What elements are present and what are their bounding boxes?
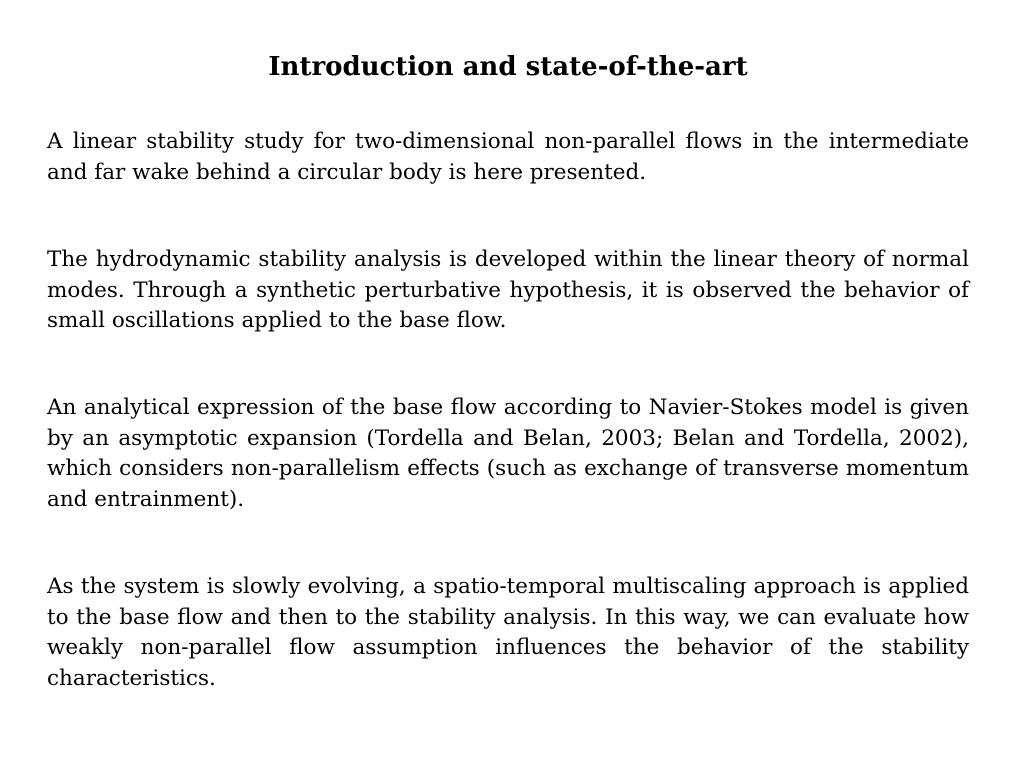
slide — [47, 0, 969, 768]
paragraph-stability-analysis: The hydrodynamic stability analysis is developed within the linear theory of normal modes. Through a synthetic perturbative hypothesis, it is observed the behavior of small oscillations applied to the base flow. — [47, 247, 969, 333]
paragraph-base-flow: An analytical expression of the base flow according to Navier-Stokes model is given by an asymptotic expansion (Tordella and Belan, 2003; Belan and Tordella, 2002), which considers non-parallelism effects (such as exchange of transverse momentum and entrainment). — [47, 395, 969, 512]
paragraph-intro: A linear stability study for two-dimensional non-parallel flows in the intermediate and far wake behind a circular body is here presented. — [47, 129, 969, 185]
slide-title: Introduction and state-of-the-art — [268, 52, 748, 82]
paragraph-multiscaling: As the system is slowly evolving, a spatio-temporal multiscaling approach is applied to the base flow and then to the stability analysis. In this way, we can evaluate how weakly non-parallel flow assumption influences the behavior of the stability characteristics. — [47, 574, 969, 691]
